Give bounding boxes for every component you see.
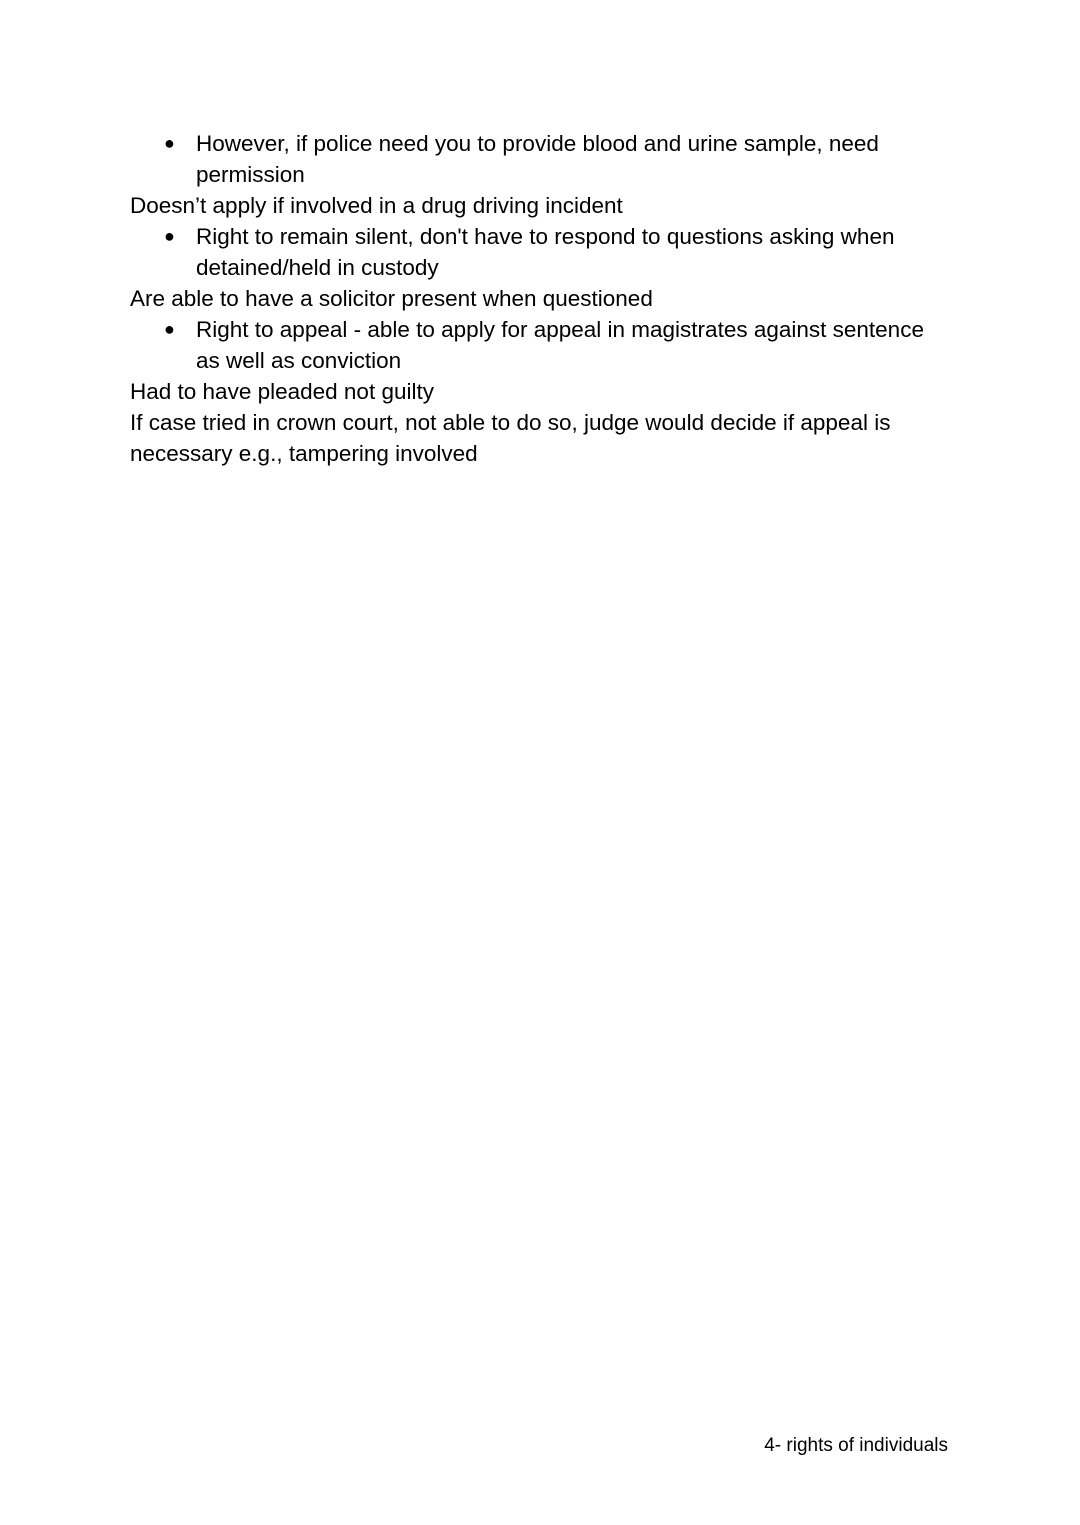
bullet-point-icon: ●: [164, 133, 175, 153]
bullet-point-icon: ●: [164, 319, 175, 339]
note-line-drug-driving: Doesn’t apply if involved in a drug driving incident: [130, 193, 623, 218]
note-line-crown-court: If case tried in crown court, not able to do so, judge would decide if appeal is necessary e.g., tampering involved: [130, 410, 891, 466]
notes-body: [130, 128, 950, 469]
bullet-text: Right to remain silent, don't have to respond to questions asking when detained/held in custody: [196, 224, 895, 280]
note-line-pleaded-not-guilty: Had to have pleaded not guilty: [130, 379, 434, 404]
bullet-item-remain-silent: [130, 221, 950, 283]
page-footer-label: 4- rights of individuals: [764, 1435, 948, 1456]
bullet-item-blood-sample: [130, 128, 950, 190]
bullet-text: However, if police need you to provide blood and urine sample, need permission: [196, 131, 879, 187]
note-line-solicitor: Are able to have a solicitor present when questioned: [130, 286, 653, 311]
bullet-point-icon: ●: [164, 226, 175, 246]
bullet-item-right-to-appeal: [130, 314, 950, 376]
bullet-text: Right to appeal - able to apply for appeal in magistrates against sentence as well as conviction: [196, 317, 924, 373]
